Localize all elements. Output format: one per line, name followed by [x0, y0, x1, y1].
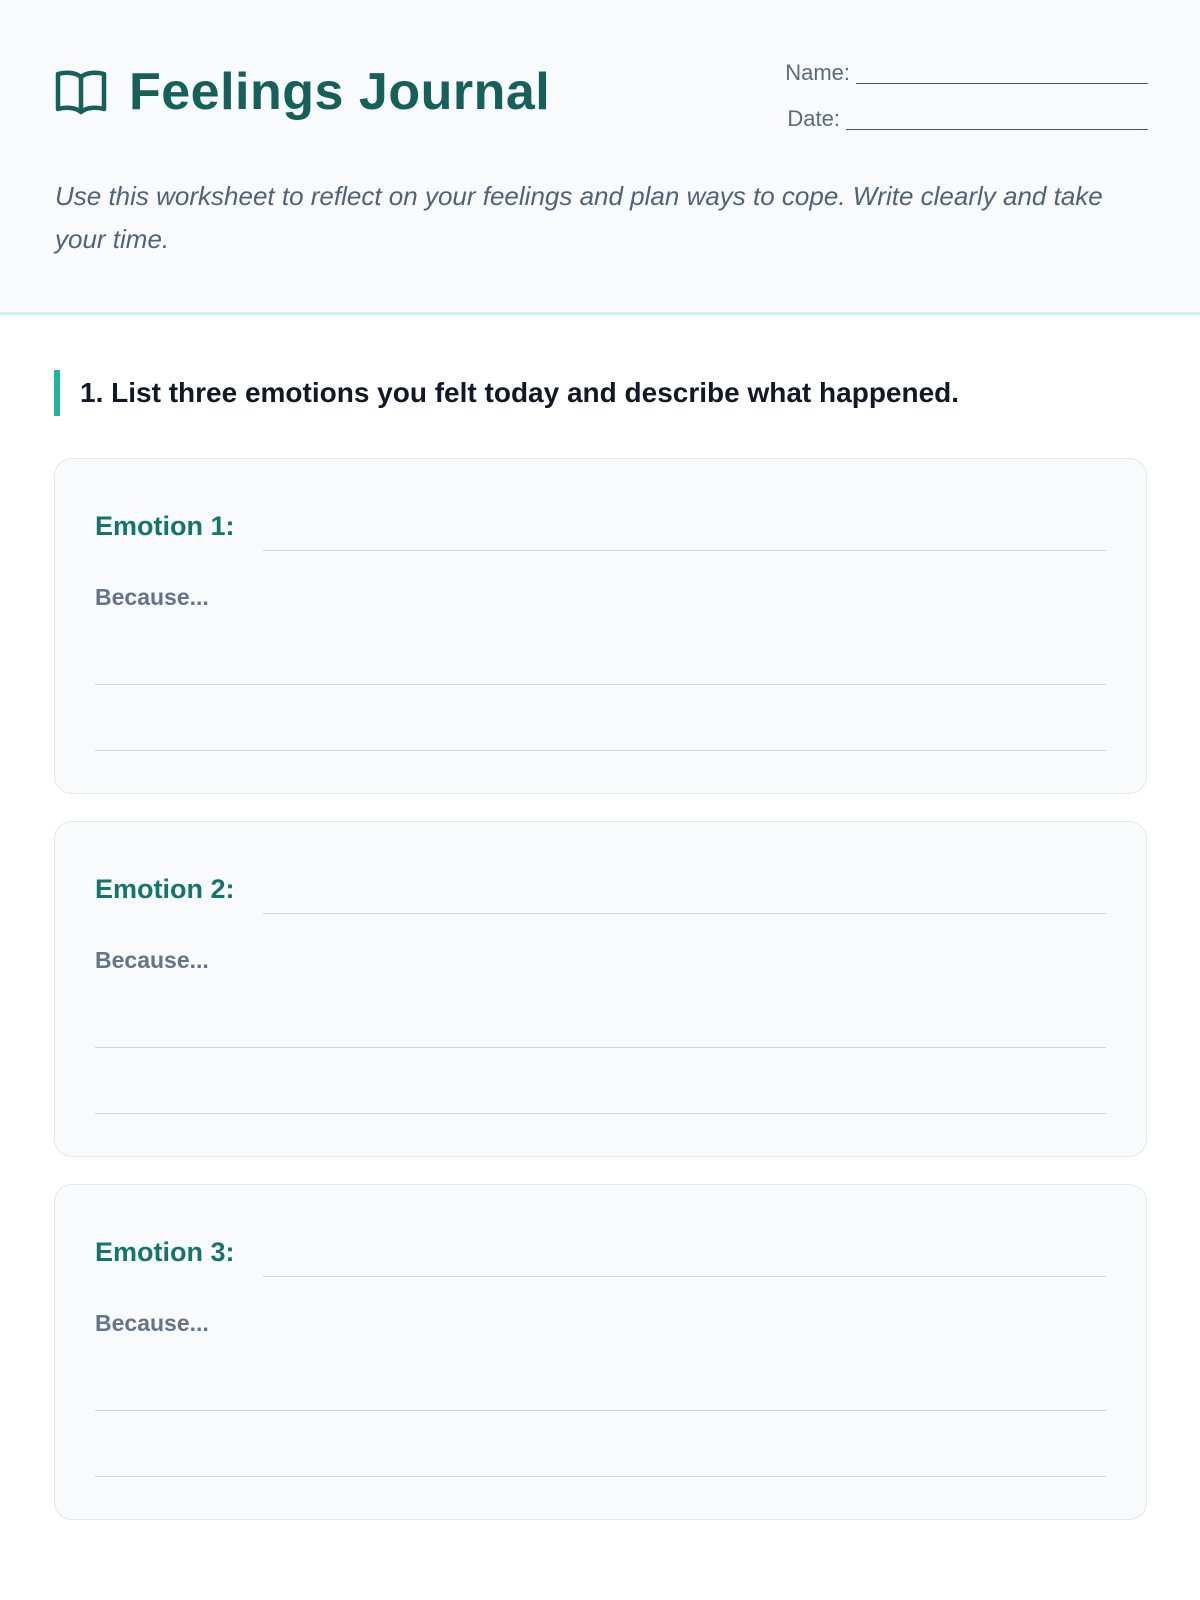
date-label: Date: [787, 106, 840, 131]
emotion-card-1 [54, 458, 1147, 794]
emotion-3-field[interactable] [263, 1235, 1107, 1277]
page-title: Feelings Journal [129, 63, 551, 121]
because-label: Because... [95, 947, 209, 973]
date-row [768, 100, 1148, 132]
intro-text: Use this worksheet to reflect on your feelings and plan ways to cope. Write clearly and take your time. [55, 181, 1103, 254]
section-title: 1. List three emotions you felt today and describe what happened. [80, 377, 960, 408]
name-label: Name: [785, 60, 850, 85]
meta-fields [768, 54, 1148, 146]
name-field[interactable] [856, 62, 1148, 84]
emotion-row [95, 509, 1106, 551]
accent-bar [54, 370, 60, 416]
because-line-2[interactable] [95, 1476, 1106, 1477]
emotion-row [95, 872, 1106, 914]
book-icon [55, 68, 107, 116]
emotion-card-2 [54, 821, 1147, 1157]
because-line-1[interactable] [95, 684, 1106, 685]
worksheet-header [0, 0, 1200, 315]
because-label: Because... [95, 1310, 209, 1336]
because-line-2[interactable] [95, 750, 1106, 751]
because-label: Because... [95, 584, 209, 610]
because-line-1[interactable] [95, 1047, 1106, 1048]
emotion-1-field[interactable] [263, 509, 1107, 551]
emotion-label: Emotion 1: [95, 511, 235, 541]
date-field[interactable] [846, 108, 1148, 130]
because-line-2[interactable] [95, 1113, 1106, 1114]
name-row [768, 54, 1148, 86]
emotion-label: Emotion 2: [95, 874, 235, 904]
emotion-row [95, 1235, 1106, 1277]
emotion-2-field[interactable] [263, 872, 1107, 914]
title-row [55, 62, 550, 122]
emotion-card-3 [54, 1184, 1147, 1520]
section-heading [54, 370, 959, 416]
emotion-label: Emotion 3: [95, 1237, 235, 1267]
because-line-1[interactable] [95, 1410, 1106, 1411]
